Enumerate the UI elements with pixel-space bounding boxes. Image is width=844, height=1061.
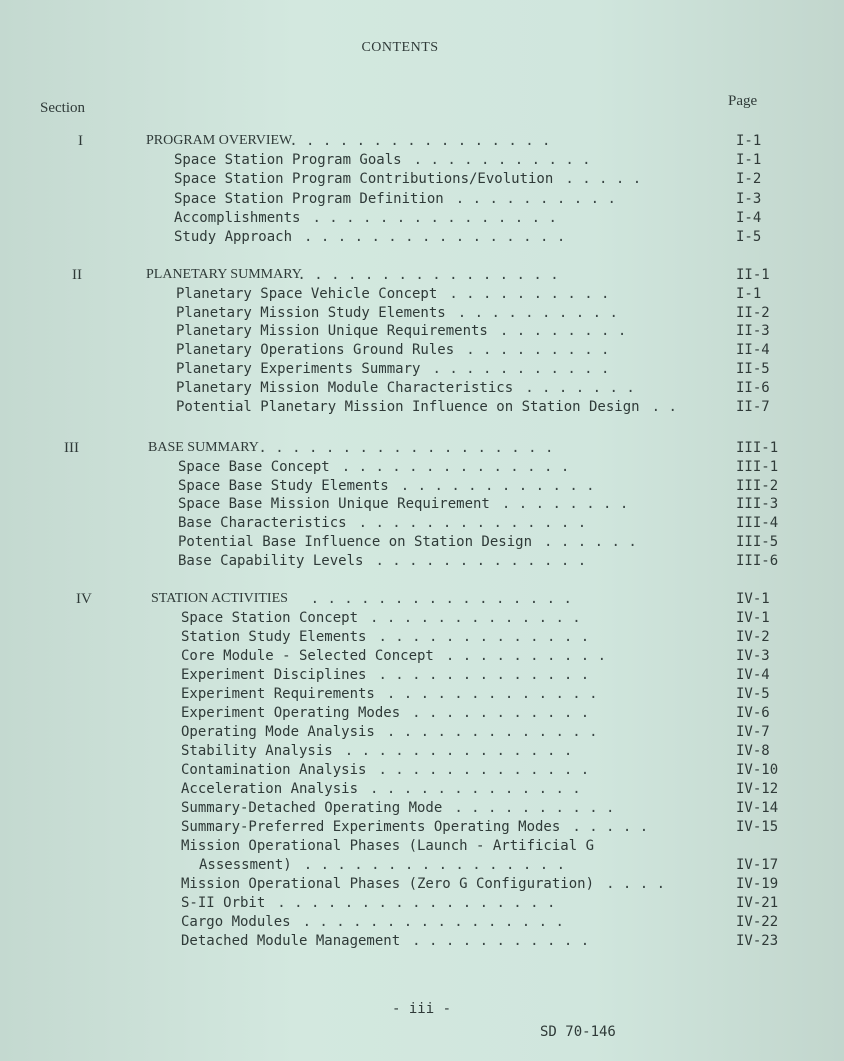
entry-title: Potential Base Influence on Station Design: [178, 534, 533, 550]
dot-leader: . . . . . . . . . . . . . .: [344, 743, 573, 759]
toc-entry: [0, 610, 844, 630]
toc-entry: [0, 361, 844, 381]
toc-entry: [0, 648, 844, 668]
toc-entry: [0, 229, 844, 249]
dot-leader: . .: [651, 398, 677, 415]
toc-entry: [0, 496, 844, 516]
toc-entry: [0, 914, 844, 934]
entry-title: Accomplishments: [174, 209, 301, 226]
dot-leader: . . . . . . . .: [501, 496, 629, 513]
entry-title: Space Station Program Definition: [174, 190, 444, 207]
entry-title: S-II Orbit: [181, 895, 266, 911]
dot-leader: . . . . . . . .: [499, 323, 627, 340]
page-ref: IV-2: [736, 629, 770, 645]
entry-title: Space Base Study Elements: [178, 477, 389, 494]
dot-leader: . . . . . . . . . . . . . .: [358, 515, 587, 532]
entry-title: Base Capability Levels: [178, 552, 364, 569]
page-ref: IV-21: [736, 895, 779, 911]
page-ref: I-1: [736, 285, 762, 302]
dot-leader: . . . . . . . . . .: [449, 285, 610, 302]
entry-title: Planetary Mission Unique Requirements: [176, 323, 488, 340]
entry-title: Core Module - Selected Concept: [181, 648, 434, 664]
entry-title: Stability Analysis: [181, 743, 333, 759]
page-ref: III-2: [736, 477, 779, 494]
section-numeral: IV: [76, 591, 92, 607]
entry-title: Summary-Detached Operating Mode: [181, 800, 443, 816]
page-ref: IV-7: [736, 724, 770, 740]
entry-title: Experiment Disciplines: [181, 667, 367, 683]
page-ref: II-4: [736, 342, 770, 359]
dot-leader: . . . . . . . . . .: [454, 800, 615, 816]
page-ref: I-5: [736, 229, 762, 245]
entry-title: Planetary Operations Ground Rules: [176, 342, 455, 359]
entry-title: Cargo Modules: [181, 914, 291, 930]
toc-entry: [0, 686, 844, 706]
dot-leader: . . . . . . . . . . . . .: [378, 667, 590, 683]
dot-leader: . . . . . . . . . . . . . . . . . .: [258, 440, 554, 456]
dot-leader: . . . . . . . . . . . . .: [386, 724, 598, 740]
page-ref: IV-10: [736, 762, 779, 778]
page-ref: IV-19: [736, 876, 779, 892]
page-ref: II-6: [736, 379, 770, 396]
section-numeral: II: [72, 267, 82, 283]
page-ref: IV-15: [736, 819, 779, 835]
entry-title: Assessment): [199, 857, 292, 873]
dot-leader: . . . . . . . . . . . . . . . .: [310, 591, 572, 607]
page-ref: I-1: [736, 152, 762, 169]
dot-leader: . . . . . . . . . .: [445, 648, 607, 664]
dot-leader: . . . .: [606, 876, 666, 892]
dot-leader: . . . . . . . . . . . . . . . .: [297, 267, 559, 283]
toc-entry: [0, 478, 844, 498]
dot-leader: . . . . . . . . . . .: [432, 361, 610, 377]
toc-entry: [0, 380, 844, 400]
toc-entry: [0, 152, 844, 172]
entry-title: Experiment Operating Modes: [181, 705, 401, 721]
page-ref: IV-3: [736, 648, 770, 664]
entry-title: Planetary Space Vehicle Concept: [176, 285, 438, 302]
entry-title: Planetary Experiments Summary: [176, 361, 421, 377]
section-column-header: Section: [40, 100, 85, 116]
toc-entry: [0, 515, 844, 535]
page-ref: IV-6: [736, 705, 770, 721]
entry-title: Space Station Program Contributions/Evolution: [174, 171, 554, 188]
dot-leader: . . . . . .: [544, 534, 637, 550]
page-ref: II-5: [736, 361, 770, 377]
page-number: - iii -: [392, 1001, 452, 1017]
entry-title: Study Approach: [174, 229, 293, 245]
toc-entry: [0, 800, 844, 820]
entry-title: Base Characteristics: [178, 515, 347, 532]
dot-leader: . . . . . . . . . . .: [413, 152, 591, 169]
page-ref: III-5: [736, 534, 779, 550]
toc-entry: [0, 553, 844, 573]
dot-leader: . . . . . . . . . . . . . . . . .: [277, 895, 556, 911]
page-ref: IV-17: [736, 857, 779, 873]
page-ref: IV-12: [736, 781, 779, 797]
page-ref: III-4: [736, 515, 779, 532]
toc-entry: [0, 724, 844, 744]
page-ref: IV-5: [736, 686, 770, 702]
page-ref: I-1: [736, 133, 762, 149]
toc-entry: [0, 705, 844, 725]
toc-entry: [0, 895, 844, 915]
dot-leader: . . . . . . . . . .: [455, 190, 616, 207]
document-id: SD 70-146: [540, 1024, 616, 1040]
page-column-header: Page: [728, 93, 758, 109]
page-ref: IV-1: [736, 610, 770, 626]
page-ref: I-2: [736, 171, 762, 188]
entry-title: Planetary Mission Study Elements: [176, 304, 446, 321]
entry-title: Space Base Mission Unique Requirement: [178, 496, 490, 513]
section-numeral: III: [64, 440, 79, 456]
page-ref: III-6: [736, 552, 779, 569]
entry-title: Mission Operational Phases (Launch - Artificial G: [181, 838, 595, 854]
page-ref: III-1: [736, 458, 779, 475]
toc-entry: [0, 342, 844, 362]
dot-leader: . . . . . . . . . . . . .: [378, 762, 590, 778]
page-ref: IV-8: [736, 743, 770, 759]
page-ref: IV-22: [736, 914, 779, 930]
toc-entry: [0, 762, 844, 782]
entry-title: BASE SUMMARY: [148, 440, 259, 455]
toc-entry: [0, 286, 844, 306]
dot-leader: . . . . . . . . . . . . . . . .: [289, 133, 551, 149]
toc-entry: [0, 534, 844, 554]
dot-leader: . . . . . . . . . . .: [412, 705, 590, 721]
dot-leader: . . . . . . . . . . . . . . . .: [303, 857, 566, 873]
entry-title: Detached Module Management: [181, 933, 401, 949]
page-ref: II-7: [736, 398, 770, 415]
entry-title: Mission Operational Phases (Zero G Configuration): [181, 876, 595, 892]
section-heading: [0, 591, 844, 611]
section-heading: [0, 267, 844, 287]
dot-leader: . . . . . . . . .: [466, 342, 610, 359]
dot-leader: . . . . . . . . . . . . . . .: [312, 209, 557, 226]
toc-entry: [0, 667, 844, 687]
entry-title: Space Base Concept: [178, 458, 330, 475]
page-ref: II-2: [736, 304, 770, 321]
toc-entry-continuation: [0, 857, 844, 877]
entry-title: Planetary Mission Module Characteristics: [176, 379, 514, 396]
dot-leader: . . . . . . . . . . . .: [400, 477, 595, 494]
dot-leader: . . . . .: [572, 819, 649, 835]
page-ref: IV-14: [736, 800, 779, 816]
toc-entry: [0, 743, 844, 763]
entry-title: Potential Planetary Mission Influence on Station Design: [176, 398, 640, 415]
page-ref: II-3: [736, 323, 770, 340]
page-ref: IV-1: [736, 591, 770, 607]
dot-leader: . . . . . . . . . . . . .: [370, 781, 581, 797]
toc-entry: [0, 191, 844, 211]
toc-entry: [0, 629, 844, 649]
dot-leader: . . . . .: [565, 171, 642, 188]
dot-leader: . . . . . . . . . . .: [412, 933, 590, 949]
entry-title: Station Study Elements: [181, 629, 367, 645]
page-ref: IV-4: [736, 667, 770, 683]
dot-leader: . . . . . . . . . . . . . . . .: [304, 229, 566, 245]
entry-title: Space Station Concept: [181, 610, 359, 626]
dot-leader: . . . . . . . . . . . . . . . .: [302, 914, 564, 930]
dot-leader: . . . . . . . . . . . . . .: [341, 458, 570, 475]
entry-title: STATION ACTIVITIES: [151, 591, 288, 606]
toc-entry: [0, 171, 844, 191]
entry-title: Contamination Analysis: [181, 762, 367, 778]
toc-entry: [0, 399, 844, 419]
entry-title: Space Station Program Goals: [174, 152, 402, 169]
section-numeral: I: [78, 133, 83, 149]
dot-leader: . . . . . . . . . .: [457, 304, 618, 321]
page-ref: I-4: [736, 209, 762, 226]
dot-leader: . . . . . . . . . . . . .: [375, 552, 587, 569]
toc-entry: [0, 838, 844, 858]
toc-entry: [0, 323, 844, 343]
entry-title: Summary-Preferred Experiments Operating Modes: [181, 819, 561, 835]
toc-entry: [0, 210, 844, 230]
toc-entry: [0, 459, 844, 479]
page-ref: III-3: [736, 496, 779, 513]
section-heading: [0, 440, 844, 460]
page-title: CONTENTS: [361, 40, 439, 55]
entry-title: PROGRAM OVERVIEW: [146, 133, 293, 148]
toc-entry: [0, 876, 844, 896]
toc-entry: [0, 781, 844, 801]
page-ref: IV-23: [736, 933, 779, 949]
page-ref: II-1: [736, 267, 770, 283]
page-ref: III-1: [736, 440, 779, 456]
entry-title: Operating Mode Analysis: [181, 724, 375, 740]
dot-leader: . . . . . . .: [525, 379, 635, 396]
entry-title: Acceleration Analysis: [181, 781, 359, 797]
toc-entry: [0, 933, 844, 953]
page-ref: I-3: [736, 190, 762, 207]
section-heading: [0, 133, 844, 153]
dot-leader: . . . . . . . . . . . . .: [378, 629, 590, 645]
dot-leader: . . . . . . . . . . . . .: [370, 610, 581, 626]
toc-entry: [0, 819, 844, 839]
entry-title: Experiment Requirements: [181, 686, 375, 702]
dot-leader: . . . . . . . . . . . . .: [386, 686, 598, 702]
toc-entry: [0, 305, 844, 325]
entry-title: PLANETARY SUMMARY: [146, 267, 302, 282]
